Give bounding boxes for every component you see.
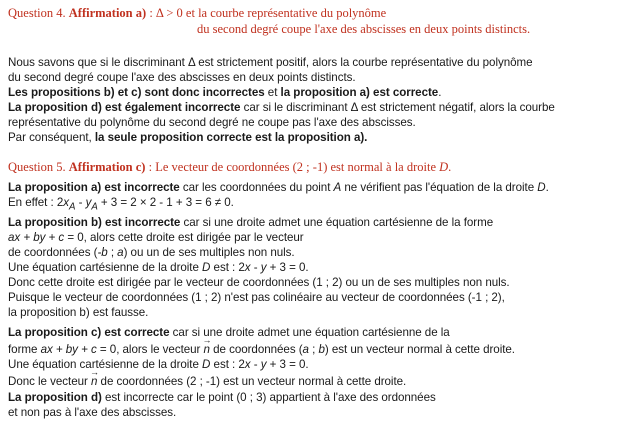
text: . xyxy=(545,181,549,194)
paragraph-line xyxy=(8,357,309,372)
bold-text: la proposition a) est correcte xyxy=(280,86,439,99)
paragraph-line xyxy=(8,55,533,70)
affirmation-title: Affirmation a) xyxy=(68,6,147,20)
text: forme xyxy=(8,343,41,356)
math-symbol: x xyxy=(63,196,70,209)
text: ; xyxy=(107,246,118,259)
math-symbol: A xyxy=(333,181,342,194)
question-4-header xyxy=(8,6,386,21)
text: . xyxy=(448,160,452,174)
math-symbol: D xyxy=(202,261,211,274)
paragraph-line xyxy=(8,275,510,290)
bold-text: La proposition d) xyxy=(8,391,102,404)
question-4-statement-cont xyxy=(197,22,530,37)
bold-text: la seule proposition correcte est la proposition a). xyxy=(94,131,368,144)
math-symbol: y xyxy=(260,358,267,371)
text: Par conséquent, xyxy=(8,131,95,144)
text: + 3 = 0. xyxy=(266,261,309,274)
affirmation-title: Affirmation c) xyxy=(68,160,146,174)
text: est incorrecte car le point (0 ; 3) appartient à l'axe des ordonnées xyxy=(101,391,436,404)
math-symbol: -b xyxy=(97,246,108,259)
text: - xyxy=(75,196,86,209)
normal-vector-symbol: → n xyxy=(204,342,210,357)
math-symbol: D xyxy=(439,160,449,174)
paragraph-line xyxy=(8,130,367,145)
math-symbol: x xyxy=(244,358,251,371)
question-label: Question 5. xyxy=(8,160,66,174)
text: car si une droite admet une équation cartésienne de la forme xyxy=(180,216,494,229)
text: car si une droite admet une équation cartésienne de la xyxy=(169,326,450,339)
paragraph-line xyxy=(8,290,505,305)
math-symbol: D xyxy=(537,181,546,194)
math-symbol: a xyxy=(117,246,124,259)
text: de coordonnées ( xyxy=(209,343,303,356)
bold-text: La proposition b) est incorrecte xyxy=(8,216,181,229)
statement-line: du second degré coupe l'axe des abscisses en deux points distincts. xyxy=(197,22,531,36)
text: + 3 = 0. xyxy=(266,358,309,371)
text: de coordonnées (2 ; -1) est un vecteur normal à cette droite. xyxy=(97,375,407,388)
text: Une équation cartésienne de la droite xyxy=(8,358,203,371)
text: Puisque le vecteur de coordonnées (1 ; 2) n'est pas colinéaire au vecteur de coordonnées (-1 ; 2), xyxy=(8,291,505,304)
paragraph-line xyxy=(8,85,441,100)
math-symbol: a xyxy=(302,343,309,356)
text: car si le discriminant Δ est strictement négatif, alors la courbe xyxy=(240,101,555,114)
paragraph-line xyxy=(8,180,549,195)
paragraph-line xyxy=(8,115,416,130)
normal-vector-symbol: → n xyxy=(91,374,97,389)
paragraph-line xyxy=(8,325,450,340)
text: représentative du polynôme du second degré ne coupe pas l'axe des abscisses. xyxy=(8,116,416,129)
text: ) ou un de ses multiples non nuls. xyxy=(123,246,295,259)
paragraph-line xyxy=(8,405,176,420)
math-expression: ax + by + c xyxy=(8,231,65,244)
bold-text: La proposition a) est incorrecte xyxy=(8,181,180,194)
text: ; xyxy=(308,343,319,356)
paragraph-line xyxy=(8,195,234,214)
text: + 3 = 2 × 2 - 1 + 3 = 6 ≠ 0. xyxy=(97,196,234,209)
paragraph-line xyxy=(8,70,356,85)
paragraph-line xyxy=(8,215,493,230)
text: la proposition b) est fausse. xyxy=(8,306,149,319)
text: En effet : 2 xyxy=(8,196,64,209)
paragraph-line xyxy=(8,260,309,275)
text: de coordonnées ( xyxy=(8,246,98,259)
question-label: Question 4. xyxy=(8,6,66,20)
text: est : 2 xyxy=(210,261,245,274)
math-symbol: D xyxy=(202,358,211,371)
text: Donc le vecteur xyxy=(8,375,91,388)
question-5-header xyxy=(8,160,451,175)
text: . xyxy=(438,86,442,99)
text: = 0, alors le vecteur xyxy=(96,343,204,356)
math-symbol: x xyxy=(244,261,251,274)
paragraph-line xyxy=(8,230,304,245)
text: est : 2 xyxy=(210,358,245,371)
subscript: A xyxy=(69,201,76,213)
statement-line: : Δ > 0 et la courbe représentative du polynôme xyxy=(149,6,387,20)
math-symbol: y xyxy=(260,261,267,274)
paragraph-line xyxy=(8,342,515,357)
text: Une équation cartésienne de la droite xyxy=(8,261,203,274)
paragraph-line xyxy=(8,390,436,405)
text: car les coordonnées du point xyxy=(179,181,334,194)
text: du second degré coupe l'axe des abscisses en deux points distincts. xyxy=(8,71,356,84)
text: Nous savons que si le discriminant Δ est strictement positif, alors la courbe représentative du polynôme xyxy=(8,56,533,69)
subscript: A xyxy=(91,201,98,213)
paragraph-line xyxy=(8,305,148,320)
text: ) est un vecteur normal à cette droite. xyxy=(324,343,515,356)
bold-text: La proposition c) est correcte xyxy=(8,326,170,339)
statement-line: : Le vecteur de coordonnées (2 ; -1) est normal à la droite xyxy=(145,160,440,174)
math-symbol: b xyxy=(318,343,325,356)
math-expression: ax + by + c xyxy=(40,343,97,356)
math-symbol: y xyxy=(85,196,92,209)
text: et non pas à l'axe des abscisses. xyxy=(8,406,177,419)
text: ne vérifient pas l'équation de la droite xyxy=(341,181,538,194)
paragraph-line xyxy=(8,245,295,260)
bold-text: La proposition d) est également incorrecte xyxy=(8,101,241,114)
bold-text: Les propositions b) et c) sont donc incorrectes xyxy=(8,86,265,99)
text: Donc cette droite est dirigée par le vecteur de coordonnées (1 ; 2) ou un de ses multiples non nuls. xyxy=(8,276,510,289)
text: - xyxy=(250,358,261,371)
text: = 0, alors cette droite est dirigée par le vecteur xyxy=(64,231,304,244)
text: et xyxy=(264,86,281,99)
paragraph-line xyxy=(8,374,406,389)
paragraph-line xyxy=(8,100,555,115)
text: - xyxy=(250,261,261,274)
